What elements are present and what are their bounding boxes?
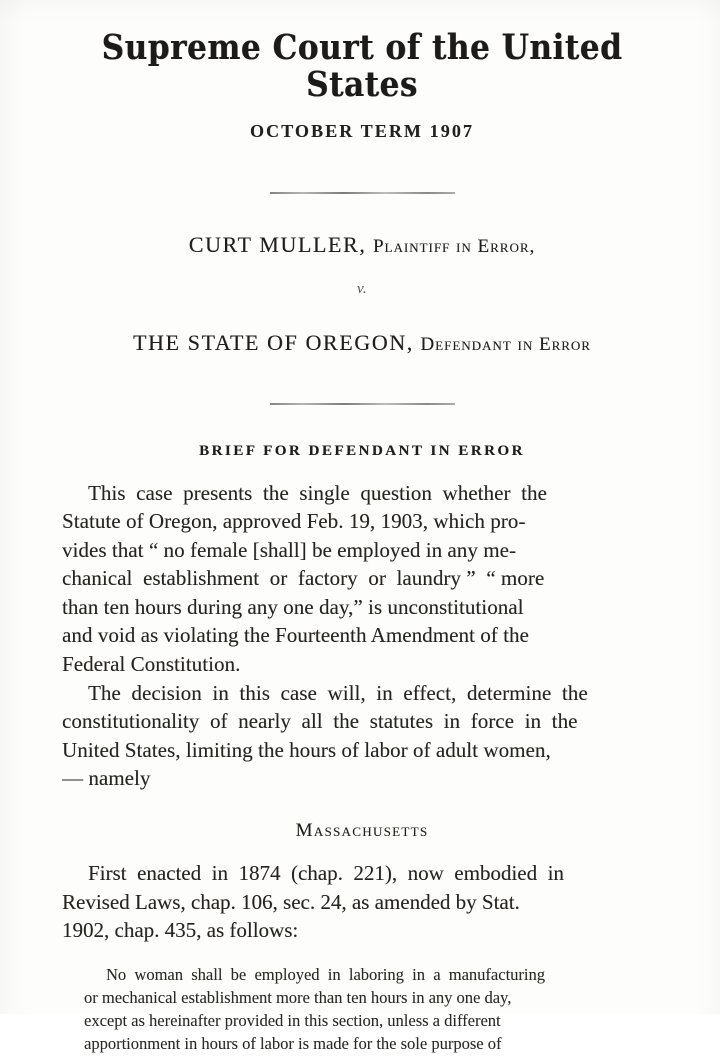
defendant-role: Defendant in Error [420, 333, 591, 355]
masthead [62, 0, 662, 142]
caption-defendant-line [62, 330, 662, 356]
case-caption [62, 232, 662, 356]
versus-separator: v. [356, 280, 368, 297]
second-paragraph [62, 679, 662, 793]
text-line: constitutionality of nearly all the statutes in force in the [62, 709, 578, 734]
text-line: Revised Laws, chap. 106, sec. 24, as amended by Stat. [62, 889, 520, 914]
divider-bottom [62, 392, 662, 410]
text-line: No woman shall be employed in laboring in a manufacturing [106, 964, 545, 984]
statute-quotation [84, 963, 662, 1056]
text-line: United States, limiting the hours of labor of adult women, [62, 737, 551, 762]
term-line: OCTOBER TERM 1907 [249, 120, 475, 141]
text-line: This case presents the single question whether the [88, 480, 547, 505]
text-line: or mechanical establishment more than ten hours in any one day, [84, 988, 512, 1008]
text-line: and void as violating the Fourteenth Amendment of the [62, 623, 529, 648]
text-line: 1902, chap. 435, as follows: [62, 918, 299, 943]
text-line: — namely [62, 766, 151, 791]
plaintiff-role: Plaintiff in Error, [372, 235, 536, 257]
text-line: Federal Constitution. [62, 652, 241, 677]
brief-heading: BRIEF FOR DEFENDANT IN ERROR [199, 442, 525, 459]
text-line: vides that “ no female [shall] be employed in any me- [62, 537, 516, 562]
plaintiff-name: CURT MULLER, [188, 231, 367, 257]
opening-paragraph [62, 479, 662, 679]
horizontal-rule-icon [270, 192, 455, 194]
text-line: apportionment in hours of labor is made for the sole purpose of [84, 1034, 502, 1054]
horizontal-rule-icon [270, 403, 455, 405]
caption-plaintiff-line [62, 232, 662, 258]
text-line: chanical establishment or factory or laundry ” “ more [62, 566, 545, 591]
text-line: The decision in this case will, in effect, determine the [88, 680, 588, 705]
statute-paragraph [62, 859, 662, 945]
text-line: than ten hours during any one day,” is unconstitutional [62, 594, 524, 619]
text-line: First enacted in 1874 (chap. 221), now embodied in [88, 861, 564, 886]
defendant-name: THE STATE OF OREGON, [133, 329, 414, 355]
text-line: Statute of Oregon, approved Feb. 19, 1903, which pro- [62, 509, 526, 534]
page-content [62, 0, 662, 1056]
text-line: except as hereinafter provided in this section, unless a different [84, 1011, 501, 1031]
court-title: Supreme Court of the United States [101, 27, 623, 105]
state-heading-massachusetts: Massachusetts [295, 820, 429, 842]
divider-top [62, 181, 662, 199]
